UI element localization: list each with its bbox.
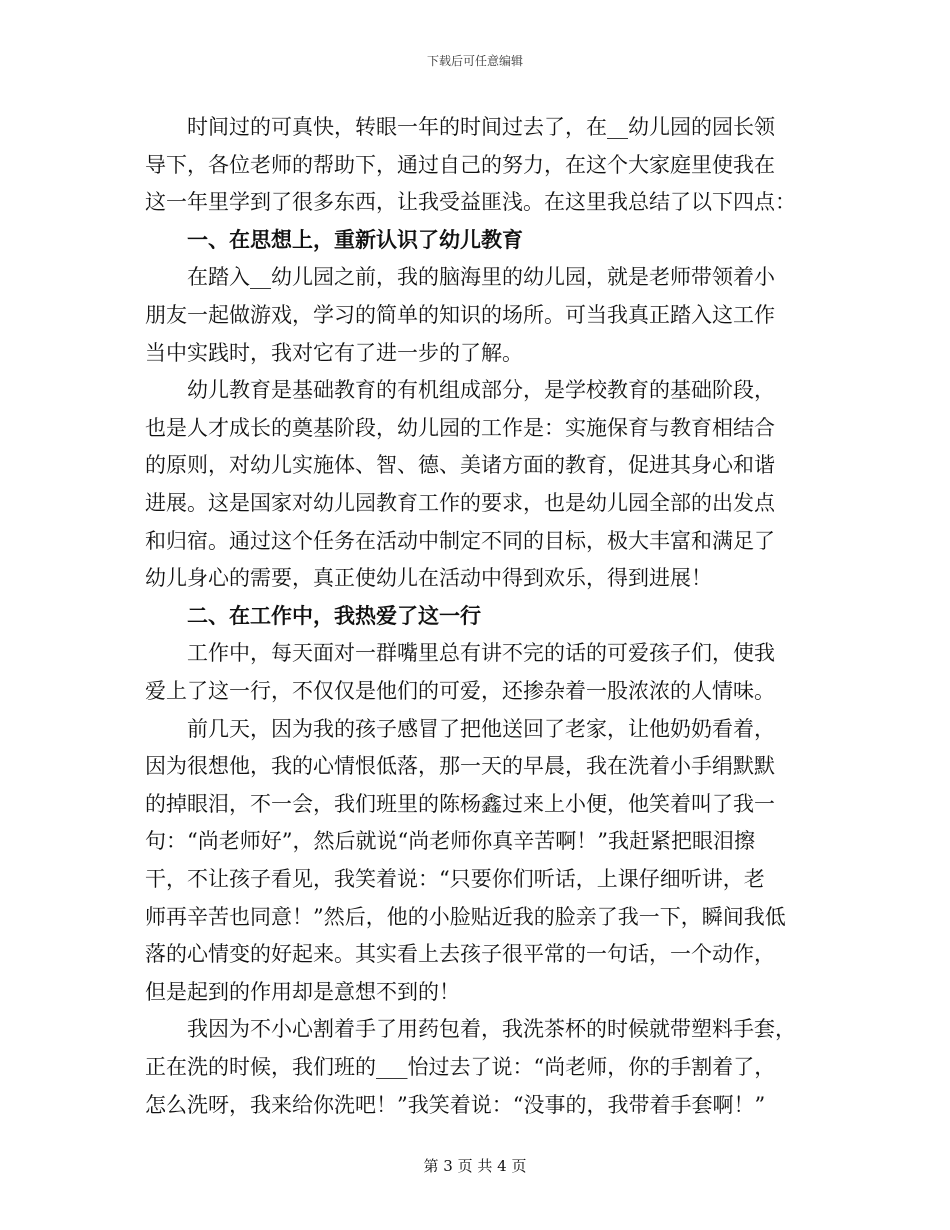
text-line: 怎么洗呀，我来给你洗吧！”我笑着说：“没事的，我带着手套啊！” (145, 1093, 766, 1117)
text-line: 当中实践时，我对它有了进一步的了解。 (145, 341, 523, 365)
text-line: 句：“尚老师好”，然后就说“尚老师你真辛苦啊！”我赶紧把眼泪擦 (145, 829, 755, 853)
text-line: 进展。这是国家对幼儿园教育工作的要求，也是幼儿园全部的出发点 (145, 491, 775, 515)
text-line: 师再辛苦也同意！”然后，他的小脸贴近我的脸亲了我一下，瞬间我低 (145, 905, 786, 929)
text-line: 这一年里学到了很多东西，让我受益匪浅。在这里我总结了以下四点： (145, 190, 796, 214)
section-heading: 一、在思想上，重新认识了幼儿教育 (187, 227, 523, 252)
text-line: 的原则，对幼儿实施体、智、德、美诸方面的教育，促进其身心和谐 (145, 453, 775, 477)
text-line: 落的心情变的好起来。其实看上去孩子很平常的一句话，一个动作， (145, 942, 775, 966)
text-line: 时间过的可真快，转眼一年的时间过去了，在__幼儿园的园长领 (187, 115, 775, 139)
text-line: 爱上了这一行，不仅仅是他们的可爱，还掺杂着一股浓浓的人情味。 (145, 679, 775, 703)
text-line: 我因为不小心割着手了用药包着，我洗茶杯的时候就带塑料手套， (187, 1017, 796, 1041)
page-header: 下载后可任意编辑 (426, 54, 523, 68)
text-line: 前几天，因为我的孩子感冒了把他送回了老家，让他奶奶看着， (187, 717, 775, 741)
text-line: 也是人才成长的奠基阶段，幼儿园的工作是：实施保育与教育相结合 (145, 416, 775, 440)
page-footer: 第 3 页 共 4 页 (423, 1157, 527, 1175)
text-line: 正在洗的时候，我们班的___怡过去了说：“尚老师，你的手割着了， (145, 1055, 776, 1079)
text-line: 导下，各位老师的帮助下，通过自己的努力，在这个大家庭里使我在 (145, 153, 775, 177)
text-line: 但是起到的作用却是意想不到的！ (145, 980, 460, 1004)
text-line: 的掉眼泪，不一会，我们班里的陈杨鑫过来上小便，他笑着叫了我一 (145, 792, 775, 816)
text-line: 在踏入__幼儿园之前，我的脑海里的幼儿园，就是老师带领着小 (187, 265, 775, 289)
text-line: 干，不让孩子看见，我笑着说：“只要你们听话，上课仔细听讲，老 (145, 867, 765, 891)
text-line: 幼儿教育是基础教育的有机组成部分，是学校教育的基础阶段， (187, 378, 775, 402)
section-heading: 二、在工作中，我热爱了这一行 (187, 603, 481, 628)
text-line: 工作中，每天面对一群嘴里总有讲不完的话的可爱孩子们，使我 (187, 641, 775, 665)
text-line: 朋友一起做游戏，学习的简单的知识的场所。可当我真正踏入这工作 (145, 303, 775, 327)
text-line: 因为很想他，我的心情恨低落，那一天的早晨，我在洗着小手绢默默 (145, 754, 775, 778)
text-line: 和归宿。通过这个任务在活动中制定不同的目标，极大丰富和满足了 (145, 529, 775, 553)
text-line: 幼儿身心的需要，真正使幼儿在活动中得到欢乐，得到进展！ (145, 566, 712, 590)
